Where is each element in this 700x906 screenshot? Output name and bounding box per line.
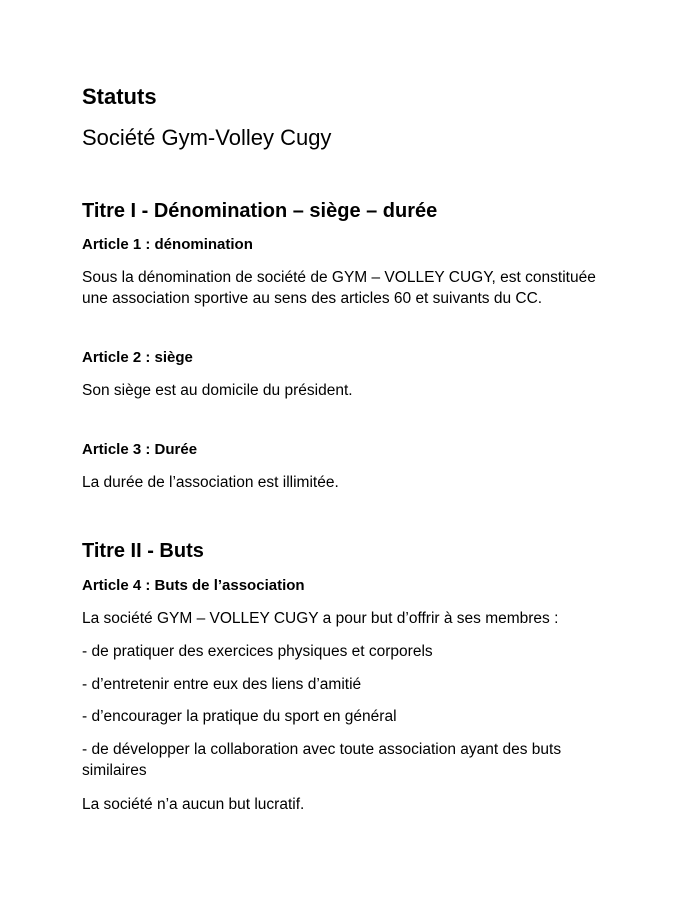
article-1-heading: Article 1 : dénomination [82, 236, 253, 253]
document-subtitle: Société Gym-Volley Cugy [82, 125, 332, 150]
list-item-line-2: similaires [82, 762, 147, 779]
section-heading-titre-1: Titre I - Dénomination – siège – durée [82, 200, 438, 222]
article-4-intro: La société GYM – VOLLEY CUGY a pour but d’offrir à ses membres : [82, 610, 559, 627]
article-1-text-line-2: une association sportive au sens des articles 60 et suivants du CC. [82, 290, 543, 307]
article-1-text-line-1: Sous la dénomination de société de GYM – VOLLEY CUGY, est constituée [82, 269, 596, 286]
article-2-heading: Article 2 : siège [82, 349, 193, 366]
article-4-heading: Article 4 : Buts de l’association [82, 577, 305, 594]
list-item: - d’entretenir entre eux des liens d’amitié [82, 676, 362, 693]
section-heading-titre-2: Titre II - Buts [82, 540, 204, 562]
list-item: - d’encourager la pratique du sport en général [82, 708, 397, 725]
article-1-text [82, 267, 642, 309]
list-item-line-1: - de développer la collaboration avec toute association ayant des buts [82, 741, 562, 758]
article-2-text: Son siège est au domicile du président. [82, 382, 353, 399]
list-item-multiline [82, 739, 642, 781]
article-3-text: La durée de l’association est illimitée. [82, 474, 339, 491]
article-4-closing: La société n’a aucun but lucratif. [82, 796, 305, 813]
document-title: Statuts [82, 84, 157, 109]
list-item: - de pratiquer des exercices physiques et corporels [82, 643, 433, 660]
article-3-heading: Article 3 : Durée [82, 441, 198, 458]
